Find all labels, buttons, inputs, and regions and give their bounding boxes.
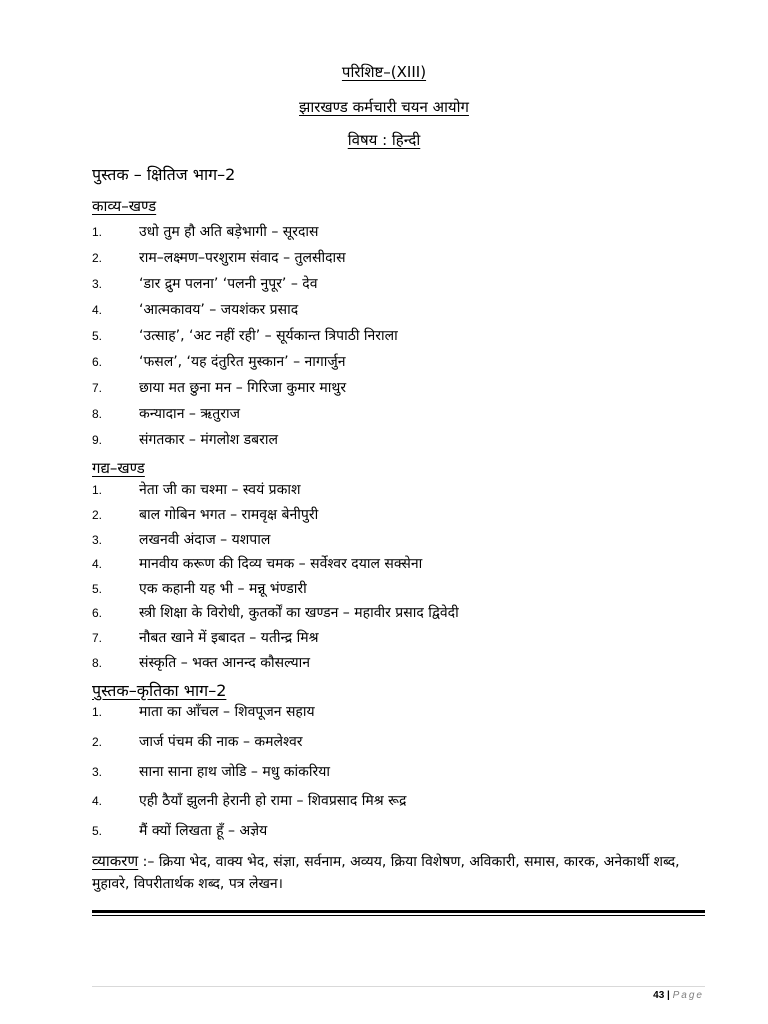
list-item	[92, 300, 712, 322]
book-title-kshitij: पुस्तक – क्षितिज भाग–2	[92, 165, 236, 184]
grammar-label: व्याकरण	[92, 852, 139, 870]
item-number: 1.	[92, 705, 103, 719]
grammar-paragraph	[92, 850, 712, 895]
item-number: 6.	[92, 606, 103, 620]
list-item	[92, 248, 712, 270]
item-text: संगतकार – मंगलोश डबराल	[139, 432, 279, 448]
list-item	[92, 430, 712, 452]
list-item	[92, 821, 712, 843]
page-footer	[653, 990, 704, 1001]
list-item	[92, 404, 712, 426]
item-text: नौबत खाने में इबादत – यतीन्द्र मिश्र	[139, 630, 319, 646]
list-item	[92, 762, 712, 784]
item-number: 7.	[92, 381, 103, 395]
item-number: 6.	[92, 355, 103, 369]
item-number: 4.	[92, 794, 103, 808]
list-item	[92, 352, 712, 374]
item-number: 7.	[92, 631, 103, 645]
list-item	[92, 603, 712, 625]
item-text: एही ठैयाँ झुलनी हेरानी हो रामा – शिवप्रसाद मिश्र रूद्र	[139, 793, 407, 809]
item-text: ‘आत्मकावय’ – जयशंकर प्रसाद	[139, 302, 299, 318]
item-text: नेता जी का चश्मा – स्वयं प्रकाश	[139, 482, 301, 498]
item-number: 2.	[92, 508, 103, 522]
item-text: छाया मत छुना मन – गिरिजा कुमार माथुर	[139, 380, 347, 396]
item-number: 9.	[92, 433, 103, 447]
list-item	[92, 326, 712, 348]
item-text: जार्ज पंचम की नाक – कमलेश्वर	[139, 734, 303, 750]
list-item	[92, 791, 712, 813]
list-item	[92, 732, 712, 754]
grammar-topics: :– क्रिया भेद, वाक्य भेद, संज्ञा, सर्वनाम, अव्यय, क्रिया विशेषण, अविकारी, समास, कारक, अनेकार्थी शब्द, मुहावरे, विपरीतार्थक शब्द, पत्र लेखन।	[92, 854, 680, 892]
section-divider	[92, 910, 705, 913]
organization-title: झारखण्ड कर्मचारी चयन आयोग	[299, 98, 469, 116]
item-text: उधो तुम हौ अति बड़ेभागी – सूरदास	[139, 224, 319, 240]
item-number: 2.	[92, 251, 103, 265]
list-item	[92, 480, 712, 502]
footer-divider	[92, 986, 705, 987]
page-number: 43	[653, 990, 665, 1001]
subject-title: विषय : हिन्दी	[347, 131, 421, 149]
item-number: 8.	[92, 407, 103, 421]
book-title-kritika: पुस्तक–कृतिका भाग–2	[92, 681, 227, 700]
list-item	[92, 579, 712, 601]
list-item	[92, 554, 712, 576]
item-text: एक कहानी यह भी – मन्नू भंण्डारी	[139, 581, 307, 597]
item-number: 5.	[92, 582, 103, 596]
item-number: 1.	[92, 225, 103, 239]
list-item	[92, 530, 712, 552]
list-item	[92, 378, 712, 400]
item-number: 3.	[92, 765, 103, 779]
appendix-title: परिशिष्ट–(XIII)	[341, 63, 427, 81]
item-text: बाल गोबिन भगत – रामवृक्ष बेनीपुरी	[139, 507, 319, 523]
item-text: मैं क्यों लिखता हूँ – अज्ञेय	[139, 823, 268, 839]
item-number: 5.	[92, 329, 103, 343]
section-divider-thin	[92, 915, 705, 916]
section-heading-kavya: काव्य–खण्ड	[92, 197, 157, 215]
item-text: संस्कृति – भक्त आनन्द कौसल्यान	[139, 655, 310, 671]
item-number: 3.	[92, 277, 103, 291]
item-text: ‘फसल’, ‘यह दंतुरित मुस्कान’ – नागार्जुन	[139, 354, 346, 370]
list-item	[92, 222, 712, 244]
item-text: ‘डार द्रुम पलना’ ‘पलनी नुपूर’ – देव	[139, 276, 318, 292]
item-text: मानवीय करूण की दिव्य चमक – सर्वेश्वर दयाल सक्सेना	[139, 556, 423, 572]
item-number: 3.	[92, 533, 103, 547]
item-text: माता का आँचल – शिवपूजन सहाय	[139, 704, 315, 720]
item-number: 4.	[92, 303, 103, 317]
list-item	[92, 274, 712, 296]
item-text: कन्यादान – ऋतुराज	[139, 406, 241, 422]
item-text: स्त्री शिक्षा के विरोधी, कुतर्कों का खण्डन – महावीर प्रसाद द्विवेदी	[139, 605, 459, 621]
item-text: राम–लक्ष्मण–परशुराम संवाद – तुलसीदास	[139, 250, 346, 266]
item-number: 4.	[92, 557, 103, 571]
list-item	[92, 628, 712, 650]
item-text: साना साना हाथ जोडि – मधु कांकरिया	[139, 764, 331, 780]
item-number: 5.	[92, 824, 103, 838]
item-text: ‘उत्साह’, ‘अट नहीं रही’ – सूर्यकान्त त्रिपाठी निराला	[139, 328, 398, 344]
page-label: Page	[672, 990, 704, 1001]
item-text: लखनवी अंदाज – यशपाल	[139, 532, 271, 548]
list-item	[92, 653, 712, 675]
page-separator: |	[664, 990, 673, 1001]
item-number: 2.	[92, 735, 103, 749]
item-number: 8.	[92, 656, 103, 670]
section-heading-gadya: गद्य–खण्ड	[92, 459, 145, 477]
item-number: 1.	[92, 483, 103, 497]
list-item	[92, 702, 712, 724]
list-item	[92, 505, 712, 527]
